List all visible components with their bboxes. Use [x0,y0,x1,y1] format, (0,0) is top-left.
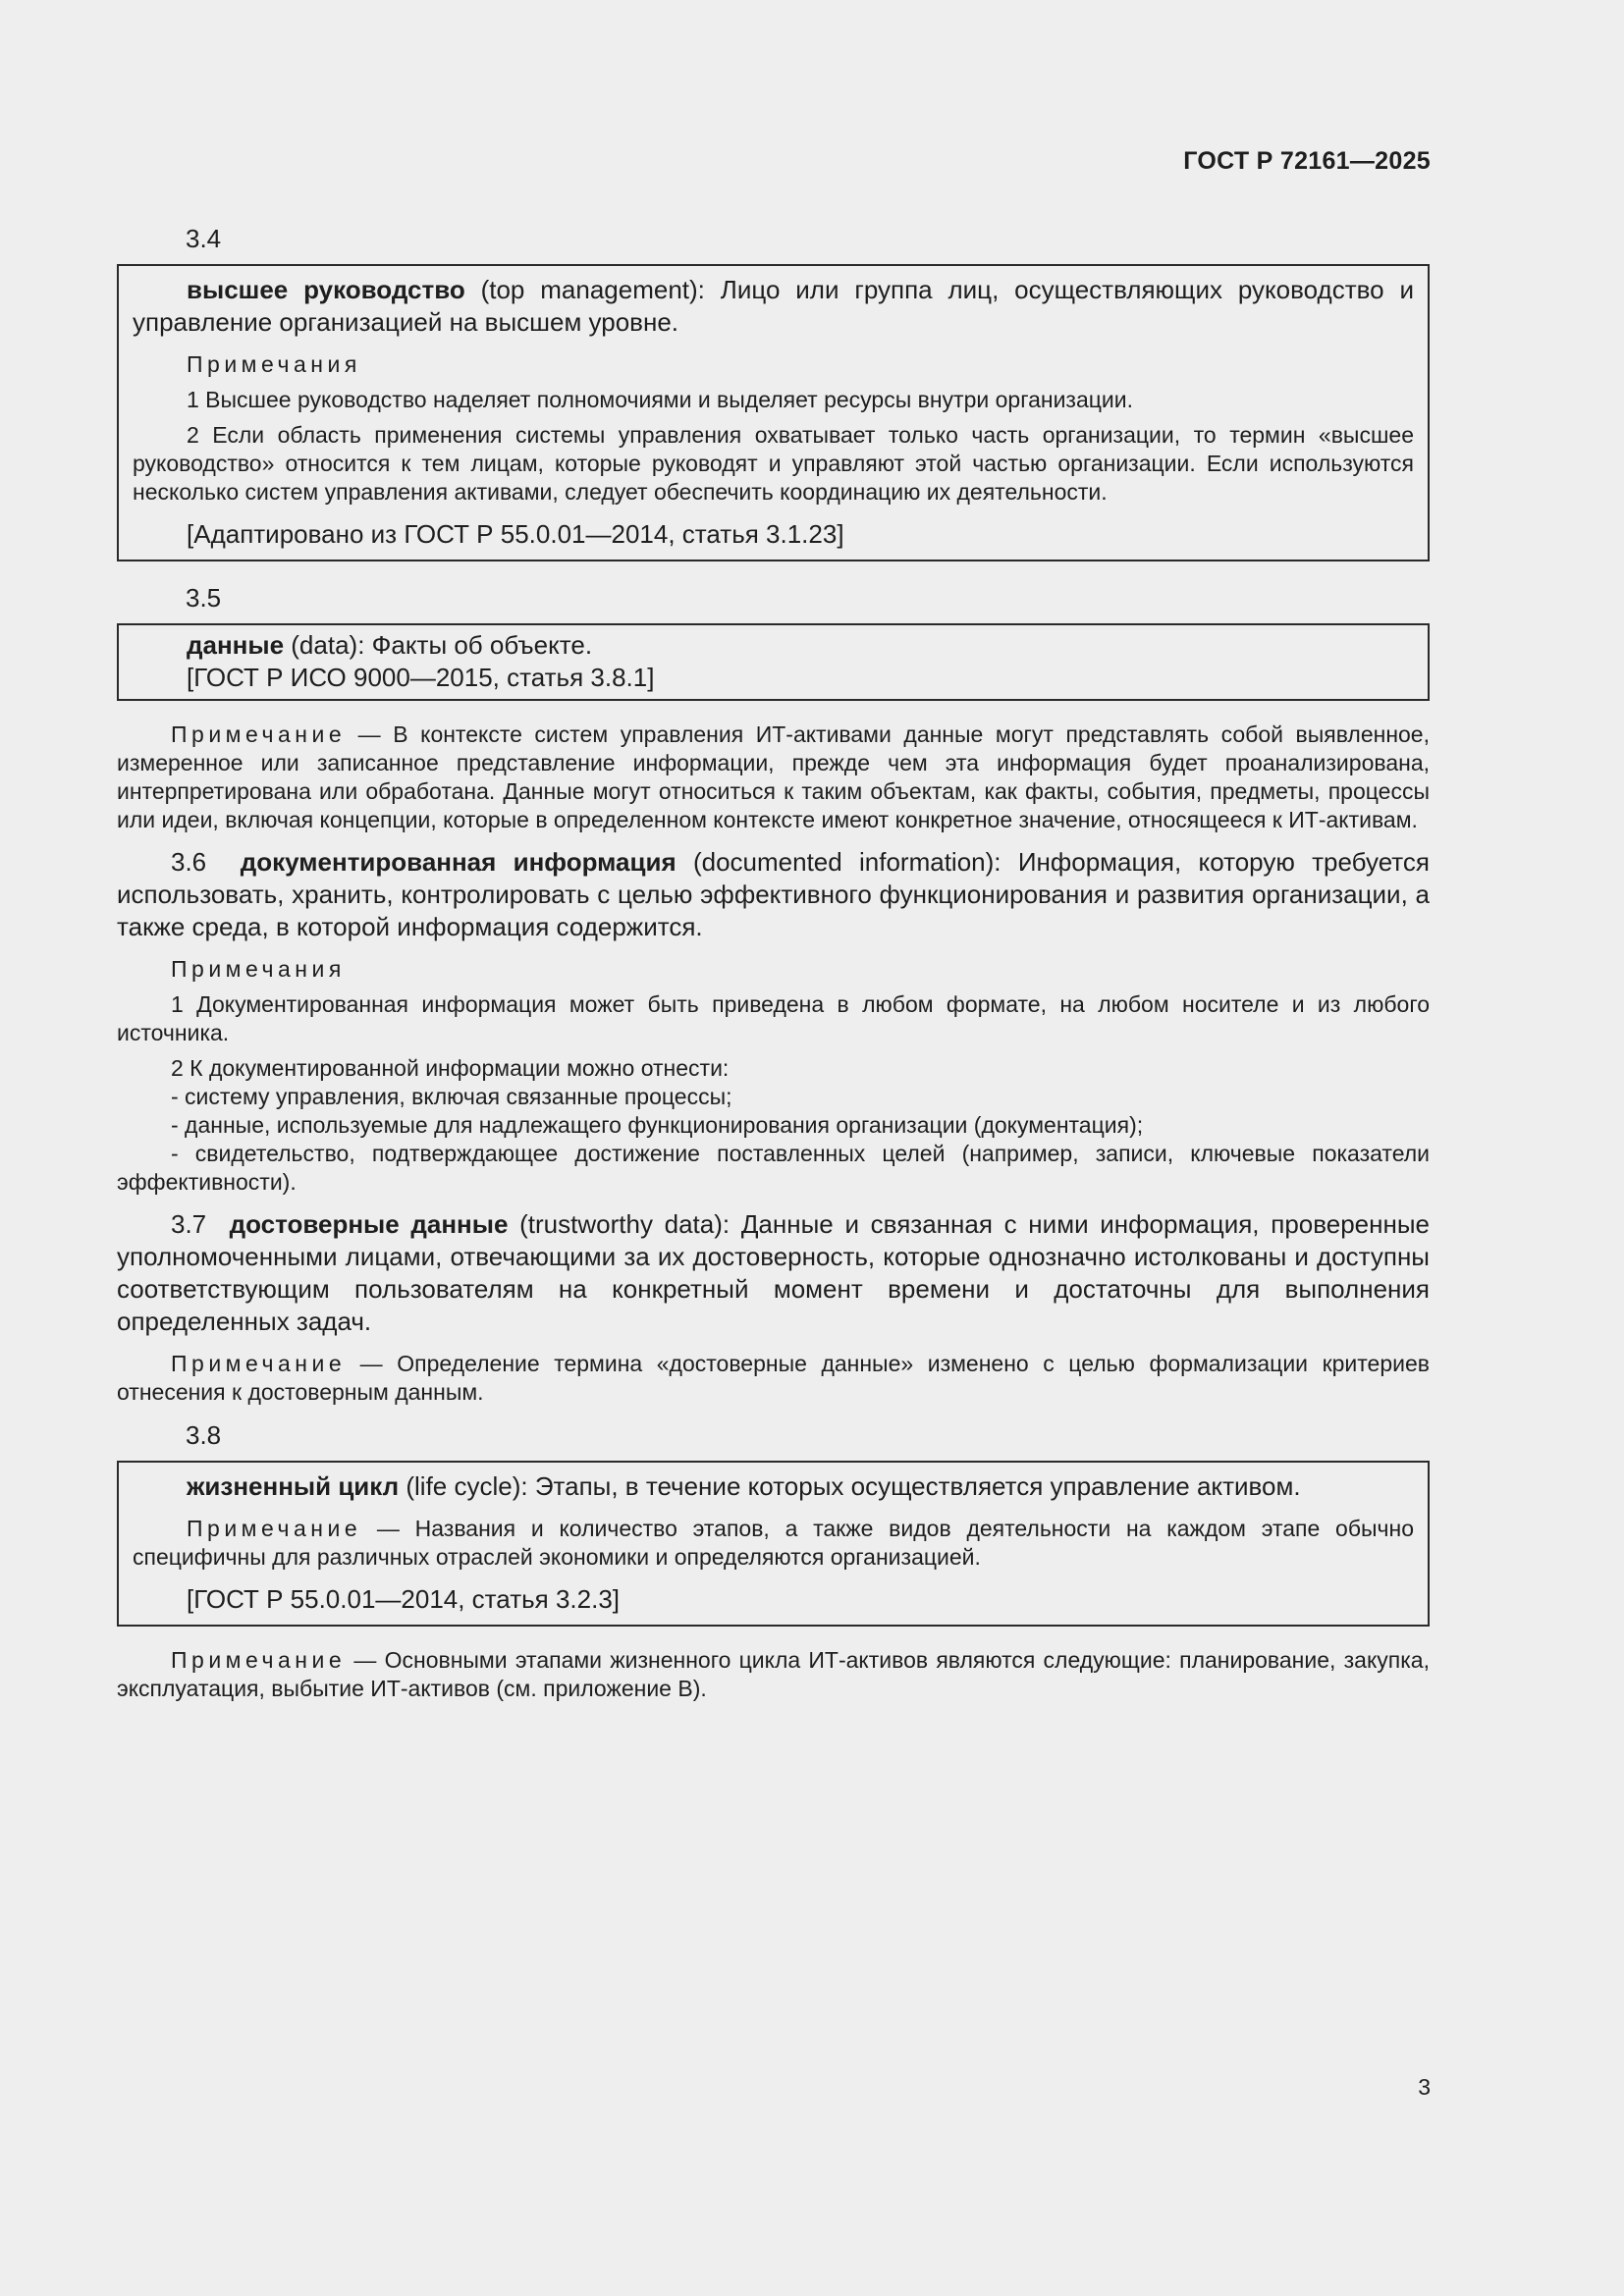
term-definition-3-6 [117,846,1430,943]
note-label: Примечание [171,721,347,747]
term-definition-text: (documented information): Информация, которую требуется использовать, хранить, контролировать с целью эффективного функционирования и развития организации, а также среда, в которой информация содержится. [117,847,1431,941]
note-1: 1 Высшее руководство наделяет полномочиями и выделяет ресурсы внутри организации. [187,387,1134,412]
term-name: документированная информация [240,847,677,877]
term-name: высшее руководство [187,275,465,304]
term-definition-3-7 [117,1208,1430,1338]
document-body [117,222,1430,1703]
term-name: жизненный цикл [187,1471,400,1501]
term-number: 3.7 [171,1209,207,1239]
note-1: 1 Документированная информация может быть приведена в любом формате, на любом носителе и из любого источника. [117,991,1430,1045]
term-definition-3-8 [133,1470,1414,1503]
notes-title: Примечания [171,956,346,982]
note-label: Примечание [171,1647,347,1673]
term-box-3-4 [117,264,1430,561]
note-label: Примечание [187,1516,362,1541]
inner-note [133,1515,1414,1572]
term-box-3-5 [117,623,1430,701]
term-number: 3.6 [171,847,207,877]
list-item: - систему управления, включая связанные процессы; [171,1084,732,1109]
note-2: 2 К документированной информации можно отнести: [171,1055,730,1081]
term-definition-text: (top management): Лицо или группа лиц, осуществляющих руководство и управление организацией на высшем уровне. [133,275,1414,337]
term-source: [ГОСТ Р ИСО 9000—2015, статья 3.8.1] [187,663,655,692]
note-text: — Названия и количество этапов, а также видов деятельности на каждом этапе обычно специфичны для различных отраслей экономики и определяются организацией. [133,1516,1414,1570]
term-definition-3-4 [133,274,1414,339]
term-source: [Адаптировано из ГОСТ Р 55.0.01—2014, статья 3.1.23] [187,519,844,549]
term-number-3-5: 3.5 [186,583,222,613]
term-number-3-4: 3.4 [186,224,222,253]
note-3-8 [117,1646,1430,1703]
document-header: ГОСТ Р 72161—2025 [1183,147,1431,175]
term-definition-text: (trustworthy data): Данные и связанная с ними информация, проверенные уполномоченными лицами, отвечающими за их достоверность, которые однозначно истолкованы и доступны соответствующим пользователям на конкретный момент времени и достаточны для выполнения определенных задач. [117,1209,1430,1336]
term-number-3-8: 3.8 [186,1420,222,1450]
term-name: данные [187,630,285,660]
notes-title: Примечания [187,351,361,377]
note-label: Примечание [171,1351,347,1376]
term-source: [ГОСТ Р 55.0.01—2014, статья 3.2.3] [187,1584,620,1614]
note-3-7 [117,1350,1430,1407]
note-text: — Основными этапами жизненного цикла ИТ-активов являются следующие: планирование, закупка, эксплуатация, выбытие ИТ-активов (см. приложение В). [117,1647,1430,1701]
note-text: — В контексте систем управления ИТ-активами данные могут представлять собой выявленное, измеренное или записанное представление информации, прежде чем эта информация будет проанализирована, интерпретирована или обработана. Данные могут относиться к таким объектам, как факты, события, предметы, процессы или идеи, включая концепции, которые в определенном контексте имеют конкретное значение, относящееся к ИТ-активам. [117,721,1430,832]
list-item: - свидетельство, подтверждающее достижение поставленных целей (например, записи, ключевые показатели эффективности). [117,1141,1430,1195]
term-box-3-8 [117,1461,1430,1627]
page-number: 3 [1418,2074,1431,2100]
note-3-5 [117,721,1430,834]
term-name: достоверные данные [229,1209,509,1239]
note-text: — Определение термина «достоверные данные» изменено с целью формализации критериев отнесения к достоверным данным. [117,1351,1430,1405]
list-item: - данные, используемые для надлежащего функционирования организации (документация); [171,1112,1144,1138]
term-definition-text: (data): Факты об объекте. [284,630,593,660]
note-2: 2 Если область применения системы управления охватывает только часть организации, то термин «высшее руководство» относится к тем лицам, которые руководят и управляют этой частью организации. Если используются несколько систем управления активами, следует обеспечить координацию их деятельности. [133,422,1414,505]
term-definition-text: (life cycle): Этапы, в течение которых осуществляется управление активом. [399,1471,1301,1501]
term-definition-3-5 [133,629,1414,662]
